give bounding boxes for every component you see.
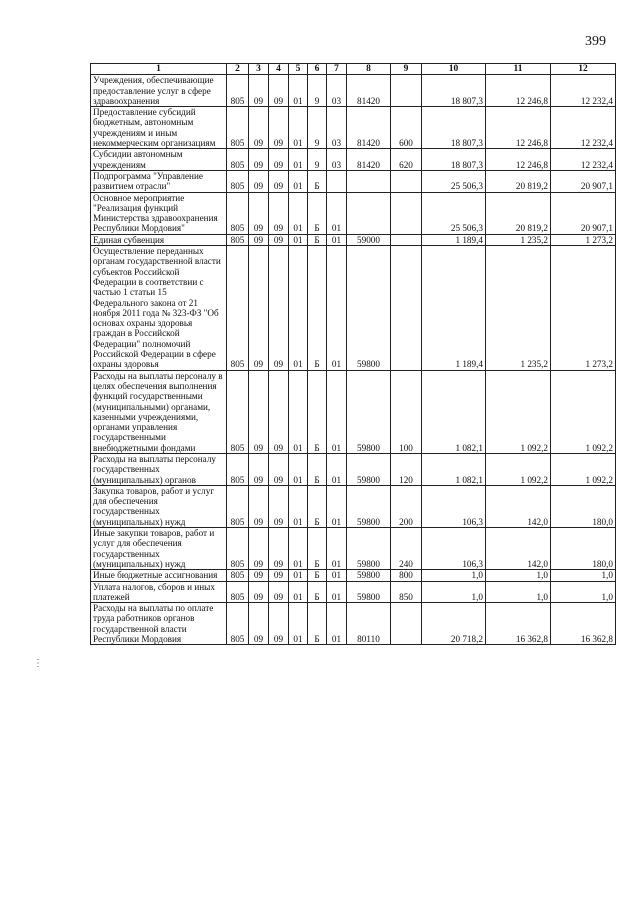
- column-12-cell: 16 362,8: [551, 603, 616, 645]
- column-9-cell: 200: [391, 485, 422, 527]
- column-10-cell: 106,3: [422, 485, 486, 527]
- column-10-cell: 106,3: [422, 528, 486, 570]
- table-row: [91, 528, 616, 570]
- table-row: [91, 234, 616, 245]
- column-5-cell: 01: [289, 107, 308, 149]
- column-2-cell: 805: [227, 149, 249, 171]
- column-8-cell: 59800: [347, 370, 391, 453]
- column-4-cell: 09: [269, 453, 289, 485]
- column-3-cell: 09: [249, 170, 269, 192]
- column-2-cell: 805: [227, 246, 249, 371]
- column-5-cell: 01: [289, 570, 308, 581]
- column-5-cell: 01: [289, 192, 308, 234]
- column-12-cell: 1 273,2: [551, 234, 616, 245]
- column-7-cell: 01: [327, 246, 347, 371]
- column-6-cell: Б: [308, 528, 327, 570]
- column-10-cell: 1 189,4: [422, 234, 486, 245]
- column-2-cell: 805: [227, 581, 249, 603]
- column-12-cell: 1 092,2: [551, 453, 616, 485]
- column-12-cell: 12 232,4: [551, 75, 616, 107]
- column-8-cell: 59000: [347, 234, 391, 245]
- expense-name-cell: Осуществление переданных органам государственной власти субъектов Российской Федерации в соответствии с частью 1 статьи 15 Федерального закона от 21 ноября 2011 года № 323-ФЗ "Об основах охраны здоровья граждан в Российской Федерации" полномочий Российской Федерации в сфере охраны здоровья: [91, 246, 227, 371]
- column-5-cell: 01: [289, 581, 308, 603]
- column-11-cell: 12 246,8: [486, 75, 551, 107]
- column-8-cell: [347, 170, 391, 192]
- column-11-cell: 20 819,2: [486, 170, 551, 192]
- column-4-cell: 09: [269, 581, 289, 603]
- header-row: [91, 64, 616, 75]
- table-row: [91, 581, 616, 603]
- column-7-cell: 03: [327, 107, 347, 149]
- column-header-2: 2: [227, 64, 249, 75]
- column-6-cell: Б: [308, 192, 327, 234]
- column-12-cell: 20 907,1: [551, 192, 616, 234]
- column-4-cell: 09: [269, 485, 289, 527]
- column-5-cell: 01: [289, 370, 308, 453]
- expense-name-cell: Иные бюджетные ассигнования: [91, 570, 227, 581]
- column-4-cell: 09: [269, 370, 289, 453]
- column-5-cell: 01: [289, 246, 308, 371]
- column-6-cell: Б: [308, 603, 327, 645]
- column-11-cell: 1 235,2: [486, 234, 551, 245]
- expense-name-cell: Расходы на выплаты персоналу в целях обеспечения выполнения функций государственными (муниципальными) органами, казенными учреждениями, органами управления государственными внебюджетными фондами: [91, 370, 227, 453]
- column-3-cell: 09: [249, 234, 269, 245]
- table-row: [91, 75, 616, 107]
- column-4-cell: 09: [269, 246, 289, 371]
- column-9-cell: [391, 603, 422, 645]
- column-10-cell: 1,0: [422, 581, 486, 603]
- table-row: [91, 246, 616, 371]
- column-7-cell: 01: [327, 192, 347, 234]
- column-9-cell: 100: [391, 370, 422, 453]
- table-row: [91, 603, 616, 645]
- column-4-cell: 09: [269, 192, 289, 234]
- expense-name-cell: Расходы на выплаты по оплате труда работников органов государственной власти Республики Мордовия: [91, 603, 227, 645]
- column-2-cell: 805: [227, 603, 249, 645]
- margin-mark: ⋮: [33, 658, 43, 669]
- column-5-cell: 01: [289, 149, 308, 171]
- column-9-cell: [391, 246, 422, 371]
- column-9-cell: [391, 192, 422, 234]
- column-10-cell: 25 506,3: [422, 170, 486, 192]
- column-6-cell: 9: [308, 75, 327, 107]
- column-9-cell: 240: [391, 528, 422, 570]
- column-10-cell: 20 718,2: [422, 603, 486, 645]
- column-9-cell: 850: [391, 581, 422, 603]
- expense-name-cell: Расходы на выплаты персоналу государственных (муниципальных) органов: [91, 453, 227, 485]
- column-3-cell: 09: [249, 570, 269, 581]
- column-header-4: 4: [269, 64, 289, 75]
- column-12-cell: 1 273,2: [551, 246, 616, 371]
- column-6-cell: Б: [308, 370, 327, 453]
- table-row: [91, 192, 616, 234]
- column-12-cell: 1,0: [551, 581, 616, 603]
- column-9-cell: 120: [391, 453, 422, 485]
- column-8-cell: [347, 192, 391, 234]
- column-11-cell: 20 819,2: [486, 192, 551, 234]
- column-7-cell: 01: [327, 370, 347, 453]
- column-6-cell: Б: [308, 570, 327, 581]
- column-12-cell: 20 907,1: [551, 170, 616, 192]
- column-3-cell: 09: [249, 75, 269, 107]
- column-12-cell: 1,0: [551, 570, 616, 581]
- column-3-cell: 09: [249, 246, 269, 371]
- expense-name-cell: Уплата налогов, сборов и иных платежей: [91, 581, 227, 603]
- column-4-cell: 09: [269, 149, 289, 171]
- column-header-11: 11: [486, 64, 551, 75]
- expense-name-cell: Подпрограмма "Управление развитием отрасли": [91, 170, 227, 192]
- table-row: [91, 453, 616, 485]
- column-11-cell: 1,0: [486, 581, 551, 603]
- column-2-cell: 805: [227, 234, 249, 245]
- expense-name-cell: Иные закупки товаров, работ и услуг для обеспечения государственных (муниципальных) нужд: [91, 528, 227, 570]
- column-11-cell: 1 235,2: [486, 246, 551, 371]
- column-12-cell: 12 232,4: [551, 149, 616, 171]
- column-header-1: 1: [91, 64, 227, 75]
- column-9-cell: 800: [391, 570, 422, 581]
- column-7-cell: 03: [327, 149, 347, 171]
- column-6-cell: 9: [308, 149, 327, 171]
- column-6-cell: Б: [308, 234, 327, 245]
- column-8-cell: 81420: [347, 149, 391, 171]
- expense-name-cell: Закупка товаров, работ и услуг для обеспечения государственных (муниципальных) нужд: [91, 485, 227, 527]
- column-9-cell: [391, 75, 422, 107]
- column-8-cell: 59800: [347, 453, 391, 485]
- column-header-12: 12: [551, 64, 616, 75]
- table-row: [91, 107, 616, 149]
- column-8-cell: 59800: [347, 246, 391, 371]
- column-5-cell: 01: [289, 528, 308, 570]
- column-9-cell: 620: [391, 149, 422, 171]
- column-3-cell: 09: [249, 453, 269, 485]
- column-4-cell: 09: [269, 570, 289, 581]
- column-10-cell: 18 807,3: [422, 75, 486, 107]
- column-3-cell: 09: [249, 107, 269, 149]
- column-header-3: 3: [249, 64, 269, 75]
- column-6-cell: Б: [308, 485, 327, 527]
- column-7-cell: 01: [327, 603, 347, 645]
- column-7-cell: 01: [327, 528, 347, 570]
- column-header-10: 10: [422, 64, 486, 75]
- column-5-cell: 01: [289, 75, 308, 107]
- column-5-cell: 01: [289, 453, 308, 485]
- column-2-cell: 805: [227, 107, 249, 149]
- column-12-cell: 1 092,2: [551, 370, 616, 453]
- column-10-cell: 1 082,1: [422, 453, 486, 485]
- column-11-cell: 142,0: [486, 528, 551, 570]
- table-row: [91, 485, 616, 527]
- column-10-cell: 1 082,1: [422, 370, 486, 453]
- expense-name-cell: Предоставление субсидий бюджетным, автономным учреждениям и иным некоммерческим организациям: [91, 107, 227, 149]
- column-8-cell: 81420: [347, 75, 391, 107]
- column-4-cell: 09: [269, 107, 289, 149]
- column-2-cell: 805: [227, 75, 249, 107]
- column-11-cell: 12 246,8: [486, 149, 551, 171]
- column-12-cell: 180,0: [551, 485, 616, 527]
- column-header-7: 7: [327, 64, 347, 75]
- table-row: [91, 570, 616, 581]
- table-row: [91, 370, 616, 453]
- column-8-cell: 59800: [347, 581, 391, 603]
- column-5-cell: 01: [289, 170, 308, 192]
- column-11-cell: 142,0: [486, 485, 551, 527]
- column-9-cell: [391, 170, 422, 192]
- column-6-cell: 9: [308, 107, 327, 149]
- column-8-cell: 59800: [347, 485, 391, 527]
- column-3-cell: 09: [249, 485, 269, 527]
- column-3-cell: 09: [249, 149, 269, 171]
- column-11-cell: 1,0: [486, 570, 551, 581]
- column-2-cell: 805: [227, 453, 249, 485]
- column-7-cell: 01: [327, 485, 347, 527]
- column-10-cell: 1 189,4: [422, 246, 486, 371]
- column-7-cell: 01: [327, 581, 347, 603]
- column-7-cell: 01: [327, 570, 347, 581]
- column-2-cell: 805: [227, 170, 249, 192]
- column-3-cell: 09: [249, 528, 269, 570]
- expense-name-cell: Учреждения, обеспечивающие предоставление услуг в сфере здравоохранения: [91, 75, 227, 107]
- column-6-cell: Б: [308, 170, 327, 192]
- column-7-cell: 01: [327, 234, 347, 245]
- column-11-cell: 12 246,8: [486, 107, 551, 149]
- expense-name-cell: Субсидии автономным учреждениям: [91, 149, 227, 171]
- column-7-cell: 03: [327, 75, 347, 107]
- column-3-cell: 09: [249, 370, 269, 453]
- column-5-cell: 01: [289, 485, 308, 527]
- column-10-cell: 18 807,3: [422, 149, 486, 171]
- column-11-cell: 1 092,2: [486, 370, 551, 453]
- column-4-cell: 09: [269, 528, 289, 570]
- column-3-cell: 09: [249, 603, 269, 645]
- column-3-cell: 09: [249, 581, 269, 603]
- column-4-cell: 09: [269, 170, 289, 192]
- column-11-cell: 1 092,2: [486, 453, 551, 485]
- table-row: [91, 149, 616, 171]
- budget-table: [90, 63, 616, 645]
- column-2-cell: 805: [227, 485, 249, 527]
- column-header-8: 8: [347, 64, 391, 75]
- column-6-cell: Б: [308, 453, 327, 485]
- column-9-cell: 600: [391, 107, 422, 149]
- page-number: 399: [585, 34, 606, 49]
- column-2-cell: 805: [227, 370, 249, 453]
- column-8-cell: 59800: [347, 528, 391, 570]
- expense-name-cell: Основное мероприятие "Реализация функций Министерства здравоохранения Республики Мордовия": [91, 192, 227, 234]
- column-header-5: 5: [289, 64, 308, 75]
- column-8-cell: 59800: [347, 570, 391, 581]
- column-8-cell: 81420: [347, 107, 391, 149]
- column-9-cell: [391, 234, 422, 245]
- column-3-cell: 09: [249, 192, 269, 234]
- column-11-cell: 16 362,8: [486, 603, 551, 645]
- column-5-cell: 01: [289, 234, 308, 245]
- column-2-cell: 805: [227, 528, 249, 570]
- column-header-6: 6: [308, 64, 327, 75]
- column-6-cell: Б: [308, 246, 327, 371]
- column-4-cell: 09: [269, 603, 289, 645]
- column-2-cell: 805: [227, 570, 249, 581]
- column-12-cell: 12 232,4: [551, 107, 616, 149]
- column-7-cell: [327, 170, 347, 192]
- table-row: [91, 170, 616, 192]
- column-4-cell: 09: [269, 75, 289, 107]
- column-6-cell: Б: [308, 581, 327, 603]
- column-10-cell: 25 506,3: [422, 192, 486, 234]
- column-2-cell: 805: [227, 192, 249, 234]
- column-header-9: 9: [391, 64, 422, 75]
- column-5-cell: 01: [289, 603, 308, 645]
- column-7-cell: 01: [327, 453, 347, 485]
- expense-name-cell: Единая субвенция: [91, 234, 227, 245]
- column-10-cell: 1,0: [422, 570, 486, 581]
- column-10-cell: 18 807,3: [422, 107, 486, 149]
- column-4-cell: 09: [269, 234, 289, 245]
- column-8-cell: 80110: [347, 603, 391, 645]
- column-12-cell: 180,0: [551, 528, 616, 570]
